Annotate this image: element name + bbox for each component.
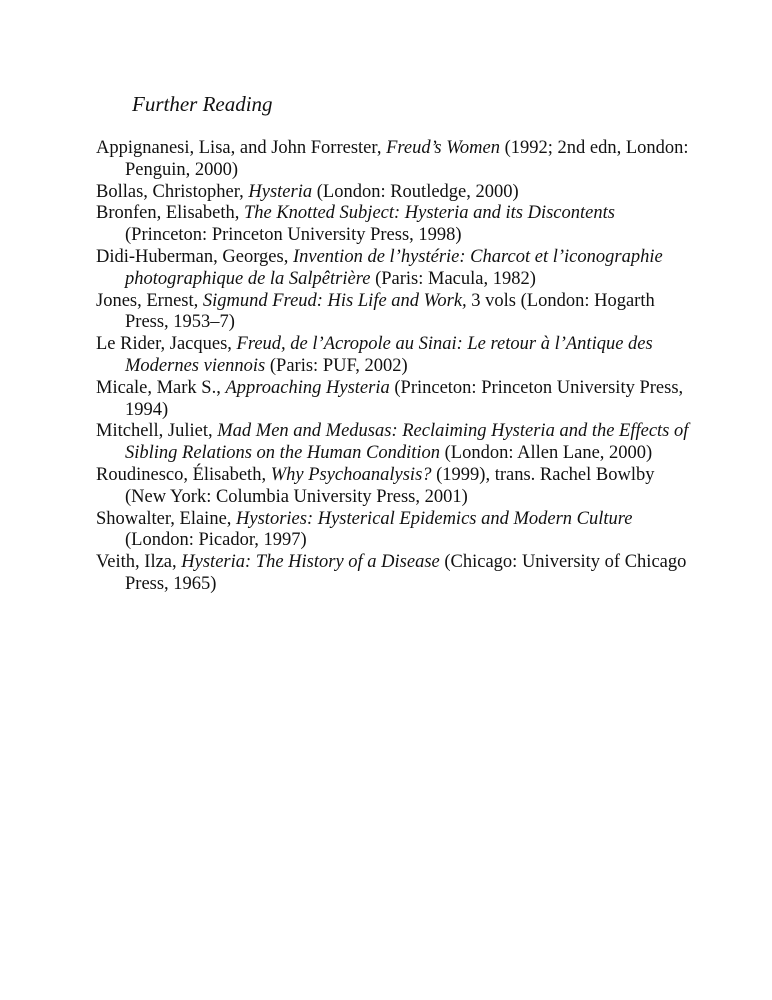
entry-author: Jones, Ernest, xyxy=(96,290,203,311)
bibliography-entry xyxy=(96,378,696,422)
entry-publication: (Paris: PUF, 2002) xyxy=(265,355,408,376)
entry-title: Hystories: Hysterical Epidemics and Modern Culture xyxy=(236,508,633,529)
entry-publication: (Paris: Macula, 1982) xyxy=(370,268,536,289)
entry-title: Invention de l’hystérie: Charcot et l’iconographie photographique de la Salpêtrière xyxy=(125,246,663,289)
bibliography-list xyxy=(96,138,696,596)
section-heading: Further Reading xyxy=(132,92,273,116)
bibliography-entry xyxy=(96,138,696,182)
entry-title: Mad Men and Medusas: Reclaiming Hysteria and the Effects of Sibling Relations on the Human Condition xyxy=(125,421,689,464)
entry-publication: (Princeton: Princeton University Press, 1998) xyxy=(125,225,462,246)
entry-publication: (1992; 2nd edn, London: Penguin, 2000) xyxy=(125,138,689,180)
entry-publication: (London: Picador, 1997) xyxy=(125,530,307,551)
entry-publication: (1999), trans. Rachel Bowlby (New York: Columbia University Press, 2001) xyxy=(125,464,655,507)
entry-publication: 3 vols (London: Hogarth Press, 1953–7) xyxy=(125,290,655,333)
bibliography-entry xyxy=(96,291,696,335)
entry-author: Roudinesco, Élisabeth, xyxy=(96,464,271,485)
entry-author: Showalter, Elaine, xyxy=(96,508,237,529)
entry-publication: (London: Routledge, 2000) xyxy=(312,181,519,202)
entry-author: Veith, Ilza, xyxy=(96,552,182,573)
entry-publication: (Chicago: University of Chicago Press, 1965) xyxy=(125,552,687,594)
entry-author: Micale, Mark S., xyxy=(96,377,226,398)
entry-title: Hysteria: The History of a Disease xyxy=(181,552,440,573)
entry-author: Le Rider, Jacques, xyxy=(96,334,237,355)
entry-title: Sigmund Freud: His Life and Work, xyxy=(202,290,467,311)
entry-author: Bronfen, Elisabeth, xyxy=(96,203,244,224)
entry-title: Approaching Hysteria xyxy=(225,377,390,398)
entry-author: Mitchell, Juliet, xyxy=(96,421,218,442)
entry-title: The Knotted Subject: Hysteria and its Discontents xyxy=(243,203,615,224)
entry-publication: (Princeton: Princeton University Press, 1994) xyxy=(125,377,684,420)
entry-author: Appignanesi, Lisa, and John Forrester, xyxy=(96,138,387,158)
entry-author: Bollas, Christopher, xyxy=(96,181,249,202)
bibliography-entry xyxy=(96,465,696,509)
bibliography-entry xyxy=(96,334,696,378)
bibliography-entry xyxy=(96,247,696,291)
bibliography-entry xyxy=(96,182,696,204)
entry-title: Hysteria xyxy=(248,181,313,202)
entry-title: Freud, de l’Acropole au Sinai: Le retour à l’Antique des Modernes viennois xyxy=(125,334,653,376)
entry-title: Why Psychoanalysis? xyxy=(270,464,432,485)
entry-title: Freud’s Women xyxy=(386,138,500,158)
entry-publication: (London: Allen Lane, 2000) xyxy=(440,443,653,464)
entry-author: Didi-Huberman, Georges, xyxy=(96,246,293,267)
bibliography-entry xyxy=(96,421,696,465)
bibliography-entry xyxy=(96,552,696,596)
bibliography-entry xyxy=(96,509,696,553)
bibliography-entry xyxy=(96,203,696,247)
